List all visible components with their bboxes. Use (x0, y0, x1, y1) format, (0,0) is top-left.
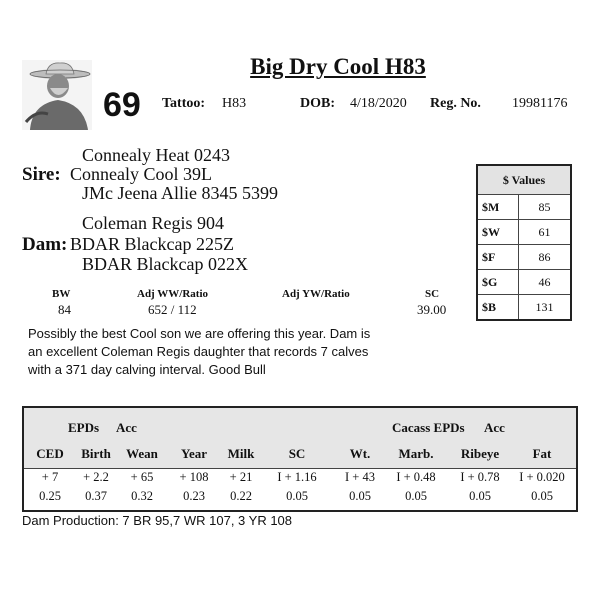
epd-col-epd-ced: + 7 (41, 470, 59, 484)
value-row-f: $F 86 (478, 245, 570, 270)
epd-col-acc-fat: 0.05 (531, 489, 553, 503)
epd-col-epd-birth: + 2.2 (83, 470, 109, 484)
dam-production: Dam Production: 7 BR 95,7 WR 107, 3 YR 108 (22, 513, 293, 528)
epd-col-acc-ribeye: 0.05 (469, 489, 491, 503)
adj-yw-label: Adj YW/Ratio (282, 288, 350, 300)
value-row-w: $W 61 (478, 220, 570, 245)
dob-label: DOB: (300, 96, 335, 111)
carcass-group-label: Cacass EPDs (392, 420, 465, 435)
epd-col-acc-wean: 0.32 (131, 489, 153, 503)
epd-col-epd-marb: I + 0.48 (396, 470, 436, 484)
epd-group-label: EPDs (68, 420, 100, 435)
epd-col-acc-milk: 0.22 (230, 489, 252, 503)
epd-col-epd-milk: + 21 (229, 470, 253, 484)
remarks-text: Possibly the best Cool son we are offering this year. Dam is an excellent Coleman Regis daughter that records 7 calves with a 371 day calving interval. Good Bull (28, 326, 371, 377)
epd-col-acc-wt: 0.05 (349, 489, 371, 503)
sc-label: SC (425, 288, 440, 300)
epd-col-head-marb: Marb. (398, 446, 434, 461)
epd-col-acc-ced: 0.25 (39, 489, 61, 503)
bw-label: BW (52, 288, 71, 300)
epd-col-head-fat: Fat (532, 446, 552, 461)
sire-name: Connealy Cool 39L (70, 164, 212, 184)
epd-col-head-birth: Birth (81, 446, 111, 461)
sc-value: 39.00 (417, 302, 447, 317)
epd-col-epd-wean: + 65 (130, 470, 154, 484)
epd-col-epd-fat: I + 0.020 (519, 470, 565, 484)
dollar-values-title: $ Values (478, 166, 570, 195)
sire-dam: JMc Jeena Allie 8345 5399 (82, 183, 278, 203)
value-row-g: $G 46 (478, 270, 570, 295)
epd-col-acc-marb: 0.05 (405, 489, 427, 503)
dam-name: BDAR Blackcap 225Z (70, 234, 234, 254)
lot-number: 69 (103, 86, 141, 124)
epd-table (22, 406, 578, 512)
epd-col-head-ribeye: Ribeye (460, 446, 500, 461)
value-row-m: $M 85 (478, 195, 570, 220)
sire-sire: Connealy Heat 0243 (82, 145, 230, 165)
carcass-group-acc: Acc (484, 420, 505, 435)
value-row-b: $B 131 (478, 295, 570, 319)
dam-sire: Coleman Regis 904 (82, 213, 224, 233)
epd-col-acc-sc: 0.05 (286, 489, 308, 503)
cowboy-photo (22, 60, 92, 130)
epd-col-head-year: Year (181, 446, 207, 461)
epd-col-acc-year: 0.23 (183, 489, 205, 503)
dam-label: Dam: (22, 234, 68, 255)
tattoo-label: Tattoo: (162, 96, 206, 111)
reg-label: Reg. No. (430, 96, 481, 111)
dam-dam: BDAR Blackcap 022X (82, 254, 248, 274)
animal-name: Big Dry Cool H83 (250, 54, 426, 79)
epd-group-acc: Acc (116, 420, 137, 435)
epd-col-epd-wt: I + 43 (345, 470, 375, 484)
epd-col-epd-ribeye: I + 0.78 (460, 470, 500, 484)
epd-col-acc-birth: 0.37 (85, 489, 107, 503)
dollar-values-box (476, 164, 572, 321)
reg-value: 19981176 (512, 96, 568, 111)
bw-value: 84 (58, 302, 71, 317)
epd-col-head-milk: Milk (227, 446, 255, 461)
adj-ww-label: Adj WW/Ratio (137, 288, 208, 300)
tattoo-value: H83 (222, 96, 247, 111)
epd-col-head-ced: CED (36, 446, 64, 461)
adj-ww-value: 652 / 112 (148, 302, 197, 317)
epd-col-head-wean: Wean (126, 446, 158, 461)
epd-col-epd-year: + 108 (179, 470, 209, 484)
epd-col-head-wt: Wt. (349, 446, 371, 461)
epd-col-epd-sc: I + 1.16 (277, 470, 317, 484)
epd-col-head-sc: SC (288, 446, 306, 461)
dob-value: 4/18/2020 (350, 96, 407, 111)
sire-label: Sire: (22, 164, 61, 185)
